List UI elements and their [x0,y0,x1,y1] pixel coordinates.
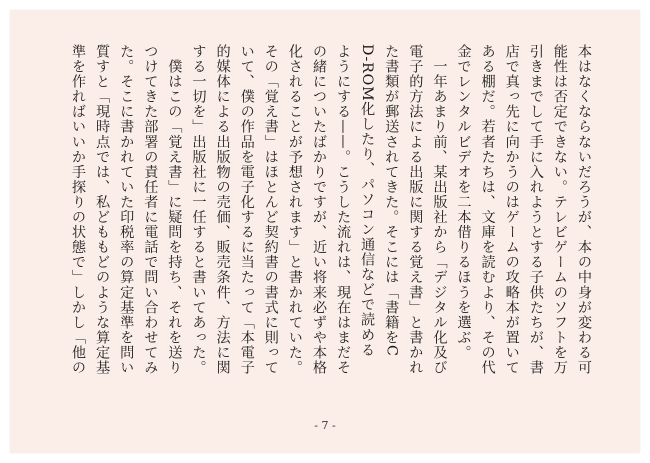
text-column-12: の緒についたばかりですが、近い将来必ずや本格 [310,44,327,376]
text-column-10: D-ROM化したり、パソコン通信などで読める [359,44,376,358]
text-column-20: た。そこに書かれていた印税率の算定基準を問い [118,44,135,376]
text-column-19: つけてきた部署の責任者に電話で問い合わせてみ [142,44,159,376]
text-column-6: 金でレンタルビデオを二本借りるほうを選ぶ。 [455,44,472,361]
text-column-16: 的媒体による出版物の売価、販売条件、方法に関 [214,44,231,376]
text-column-18: 僕はこの「覚え書」に疑問を持ち、それを送り [166,44,183,376]
text-column-3: 引きまでして手に入れようとする子供たちが、書 [527,44,544,376]
text-column-15: いて、僕の作品を電子化するに当たって「本電子 [238,44,255,376]
text-column-13: 化されることが予想されます」と書かれていた。 [286,44,303,376]
text-column-5: ある棚だ。若者たちは、文庫を読むより、その代 [479,44,496,376]
text-column-22: 準を作ればいいか手探りの状態で」しかし「他の [70,44,87,376]
text-column-2: 能性は否定できない。テレビゲームのソフトを万 [551,44,568,376]
text-column-8: 電子的方法による出版に関する覚え書」と書かれ [407,44,424,376]
text-column-21: 質すと「現時点では、私どももどのような算定基 [94,44,111,376]
text-column-17: する一切を」出版社に一任すると書いてあった。 [190,44,207,376]
text-column-9: た書類が郵送されてきた。そこには「書籍をC [383,44,400,357]
text-column-1: 本はなくならないだろうが、本の中身が変わる可 [576,44,592,376]
text-column-11: ようにする——。こうした流れは、現在はまだそ [335,44,352,376]
body-text [66,44,596,406]
page-number: - 7 - [314,419,336,432]
document-page [10,10,640,453]
text-column-4: 店で真っ先に向かうのはゲームの攻略本が置いて [503,44,520,376]
text-column-14: その「覚え書」はほとんど契約書の書式に則って [262,44,279,376]
text-column-7: 一年あまり前、某出版社から「デジタル化及び [431,44,448,376]
